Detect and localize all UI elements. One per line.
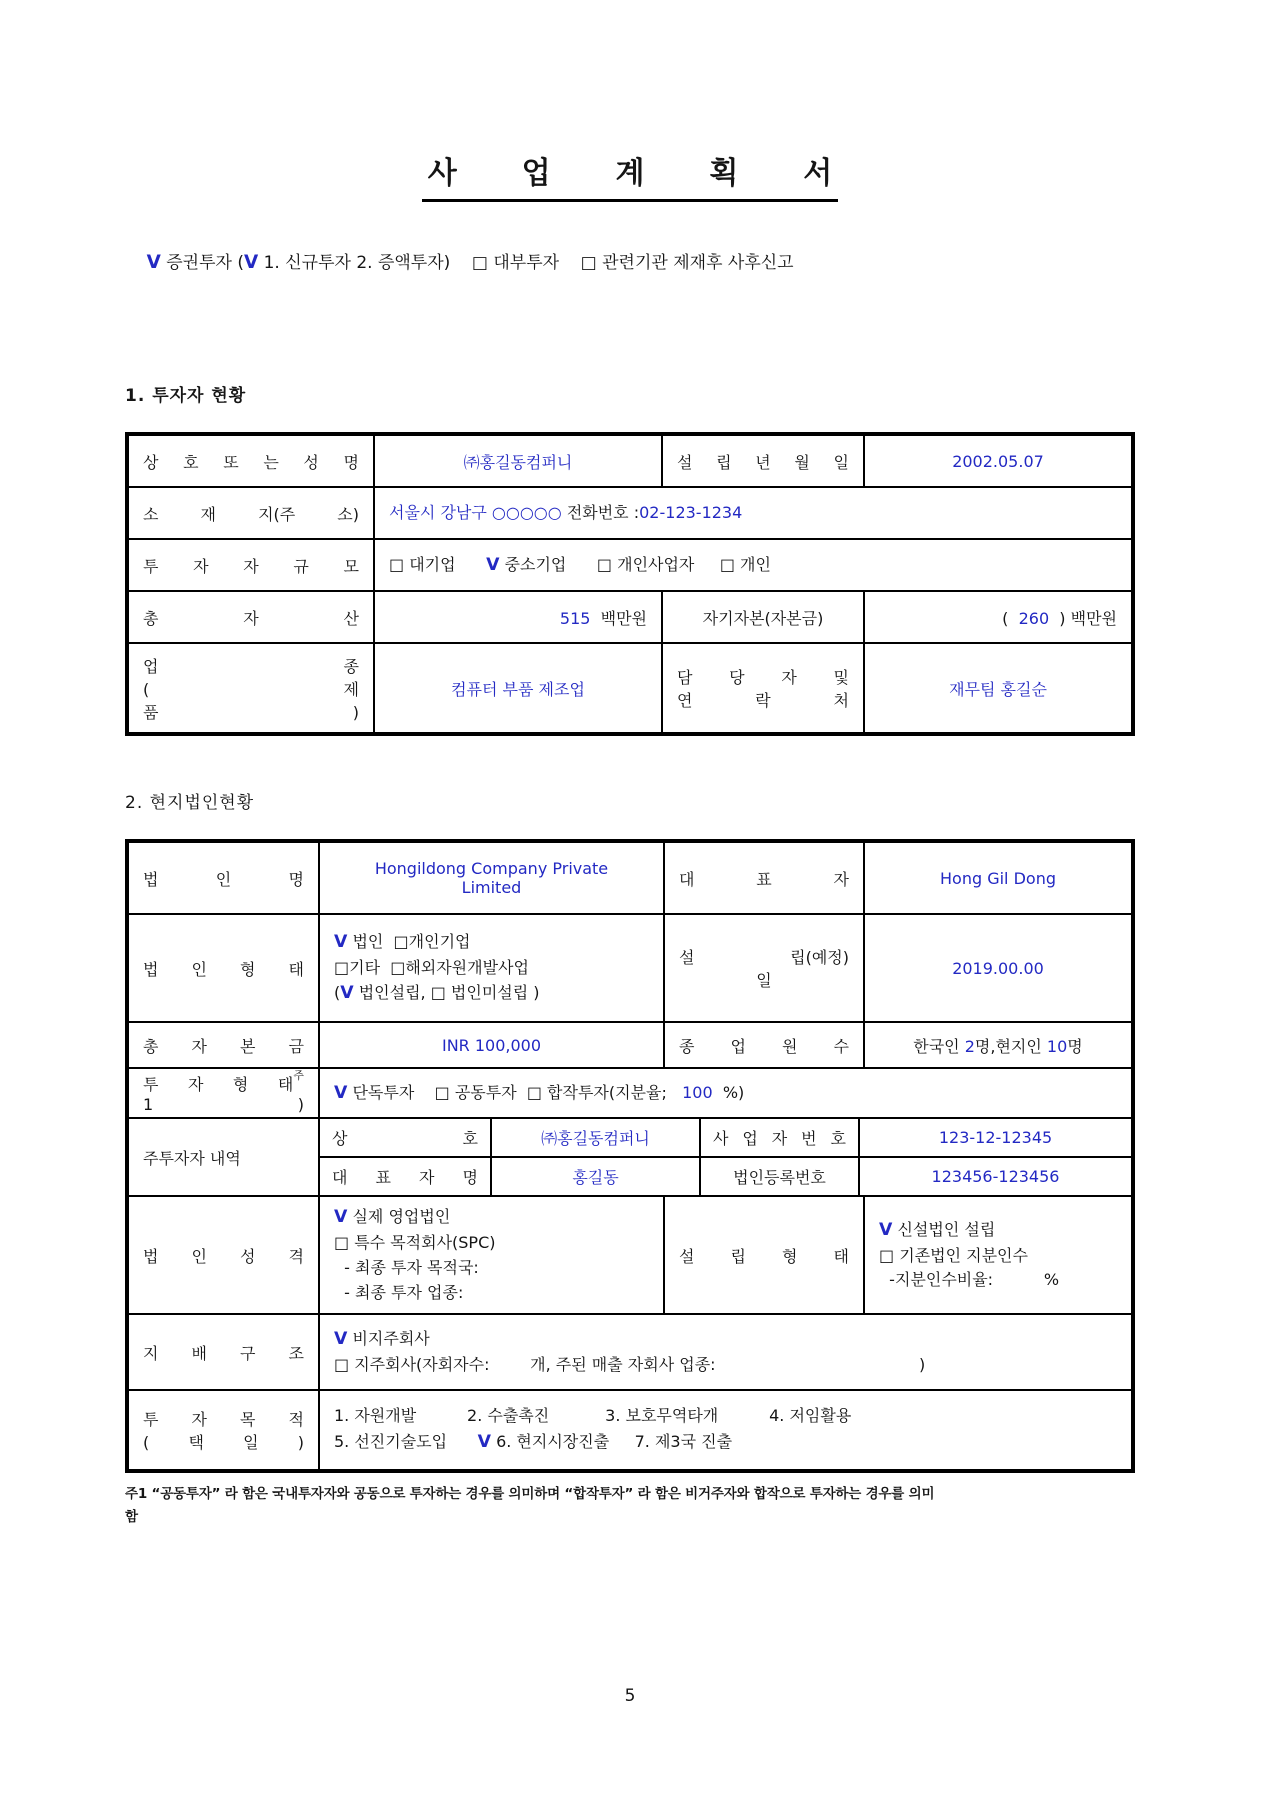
local-corporation-table [125,839,1135,1473]
option-sme-label: 중소기업 [499,554,597,574]
corp-name-value-line1: Hongildong Company Private [374,859,609,878]
share-ratio-value: 100 [682,1082,713,1102]
investor-rep-label-cell [320,1158,492,1195]
governance-label-cell [129,1315,320,1389]
governance-line1-text: 비지주회사 [347,1329,430,1349]
business-number-label: 사 업 자 번 호 [713,1129,846,1148]
employees-unit: 명 [1067,1036,1083,1056]
corp-type-label-cell [129,915,320,1021]
equity-value-line [879,606,1117,629]
company-name-label: 상 호 또 는 성 명 [143,452,359,472]
corp-type-line3 [334,980,649,1007]
equity-unit: ) 백만원 [1049,608,1117,628]
page-content [125,148,1135,1529]
purpose-line2-text2: 6. 현지시장진출 7. 제3국 진출 [490,1432,733,1451]
table-row [129,915,1131,1023]
footnote-line2: 함 [125,1508,138,1525]
phone-value: 02-123-1234 [639,502,743,522]
establish-form-label: 설 립 형 태 [679,1246,849,1266]
invest-form-label-cell [129,1069,320,1117]
page-title: 사 업 계 획 서 [422,148,838,202]
investor-company-label-cell [320,1119,492,1156]
checkmark-new-corp: V [879,1219,893,1240]
checkmark-corp-established: V [340,983,354,1004]
main-investor-detail-cell [320,1119,1131,1195]
section-2-heading: 2. 현지법인현황 [125,793,255,813]
employees-value-cell [865,1023,1131,1067]
representative-value: Hong Gil Dong [940,868,1056,888]
checkmark-corporation: V [334,931,348,952]
contact-label-cell [663,644,865,732]
equity-value: 260 [1018,608,1050,628]
investor-rep-value-cell [492,1158,701,1195]
corp-character-line1 [334,1204,649,1231]
equity-label: 자기자본(자본금) [702,608,824,628]
type-line-text2: 1. 신규투자 2. 증액투자) [258,253,472,273]
investor-size-label: 투 자 자 규 모 [143,556,359,576]
corp-character-line3: - 최종 투자 목적국: [334,1257,479,1277]
corp-name-label-cell [129,843,320,913]
establish-form-options-cell [865,1197,1131,1313]
footnote-number: 1 [143,1095,154,1114]
establish-form-line1-text: 신설법인 설립 [892,1219,996,1239]
checkbox-loan-investment: □ 대부투자 [471,253,581,273]
table-row [129,488,1131,540]
checkmark-new-investment: V [243,252,259,273]
establish-form-line3: -지분인수비율: % [879,1270,1060,1290]
corp-reg-number-value: 123456-123456 [931,1167,1060,1186]
table-row [129,1315,1131,1391]
investor-company-value: ㈜홍길동컴퍼니 [541,1129,650,1148]
invest-form-text-end: %) [712,1082,745,1102]
checkmark-non-holding: V [334,1329,348,1350]
equity-value-cell [865,592,1131,642]
invest-form-label-line2 [143,1095,304,1114]
checkbox-sole-proprietor: □ 개인사업자 [596,554,720,574]
corp-character-line1-text: 실제 영업법인 [347,1207,451,1227]
employees-value-line [879,1034,1117,1057]
corp-reg-number-label-cell [701,1158,860,1195]
business-number-value-cell [860,1119,1131,1156]
representative-label-cell [665,843,865,913]
investor-rep-value: 홍길동 [572,1168,619,1187]
table-row [320,1158,1131,1195]
investment-type-line [125,228,1135,293]
purpose-label-cell [129,1391,320,1469]
contact-label-line2: 연 락 처 [677,691,849,710]
corp-setup-paren: ( [334,983,341,1003]
corp-type-line1 [334,929,649,956]
footnote [125,1483,1135,1529]
investor-size-options-cell [375,540,1131,590]
checkmark-sme: V [486,554,500,575]
corp-reg-number-label: 법인등록번호 [733,1168,826,1187]
table-row [129,1197,1131,1315]
corp-character-options-cell [320,1197,665,1313]
invest-form-text: 단독투자 □ 공동투자 □ 합작투자(지분율; [347,1082,683,1102]
equity-paren-open: ( [1002,608,1019,628]
invest-form-label: 투 자 형 태 [143,1075,294,1094]
representative-value-cell [865,843,1131,913]
company-name-value-cell [375,436,663,486]
founding-date-value-cell [865,436,1131,486]
founding-date-value: 2002.05.07 [952,451,1044,471]
investor-size-label-cell [129,540,375,590]
governance-line1 [334,1326,1117,1353]
purpose-label-line2: ( 택 일 ) [143,1433,304,1452]
checkbox-individual: □ 개인 [719,554,771,574]
table-row [129,1069,1131,1119]
section-1-heading: 1. 투자자 현황 [125,386,247,406]
type-line-text1: 증권투자 ( [160,253,244,273]
phone-label: 전화번호 : [566,502,640,522]
corp-type-label: 법 인 형 태 [143,959,304,979]
invest-form-options-cell [320,1069,1131,1117]
table-row [129,1023,1131,1069]
corp-type-line2: □기타 □해외자원개발사업 [334,957,529,977]
purpose-options-cell [320,1391,1131,1469]
corp-name-value-cell [320,843,665,913]
capital-value-cell [320,1023,665,1067]
employees-label: 종 업 원 수 [679,1036,849,1056]
checkbox-post-report: □ 관련기관 제재후 사후신고 [580,253,794,273]
table-row [129,436,1131,488]
corp-character-label: 법 인 성 격 [143,1246,304,1266]
investor-company-value-cell [492,1119,701,1156]
footnote-line1: 주1 “공동투자” 라 함은 국내투자자와 공동으로 투자하는 경우를 의미하며 “합작투자” 라 함은 비거주자와 합작으로 투자하는 경우를 의미 [125,1486,935,1502]
establish-form-line1 [879,1217,1117,1244]
checkmark-local-market: V [477,1432,491,1452]
table-row [129,843,1131,915]
establish-date-value-cell [865,915,1131,1021]
main-investor-label: 주투자자 내역 [143,1148,241,1168]
founding-date-label-cell [663,436,865,486]
table-row [129,644,1131,732]
contact-value-cell [865,644,1131,732]
industry-label-line1: 업 종 [143,656,359,676]
employees-korean-count: 2 [964,1036,975,1056]
contact-value: 재무팀 홍길순 [949,679,1047,699]
industry-label-line3: 품 ) [143,702,359,722]
table-row [129,1119,1131,1197]
employees-local-label: 명,현지인 [974,1036,1047,1056]
corp-type-line1-text: 법인 □개인기업 [347,931,471,951]
business-number-value: 123-12-12345 [938,1128,1053,1147]
governance-options-cell [320,1315,1131,1389]
establish-form-label-cell [665,1197,865,1313]
footnote-paren: ) [297,1095,304,1114]
purpose-line2-text1: 5. 선진기술도입 [334,1432,478,1451]
investor-status-table [125,432,1135,736]
equity-label-cell [663,592,865,642]
table-row [129,540,1131,592]
industry-label-line2: ( 제 [143,679,359,699]
checkmark-securities-investment: V [146,252,161,273]
title-wrap [125,148,1135,202]
contact-label-line1: 담 당 자 및 [677,668,849,687]
corp-character-label-cell [129,1197,320,1313]
governance-line2: □ 지주회사(자회자수: 개, 주된 매출 자회사 업종: ) [334,1354,926,1374]
investor-size-options [389,552,1117,579]
total-assets-label-cell [129,592,375,642]
capital-label: 총 자 본 금 [143,1036,304,1056]
table-row [129,592,1131,644]
main-investor-label-cell [129,1119,320,1195]
page-number: 5 [624,1686,636,1706]
capital-value: INR 100,000 [441,1035,542,1055]
checkmark-sole-investment: V [334,1082,348,1103]
purpose-line1: 1. 자원개발 2. 수출촉진 3. 보호무역타개 4. 저임활용 [334,1406,852,1426]
checkbox-large-company: □ 대기업 [389,554,487,574]
invest-form-label-line1 [143,1069,304,1095]
invest-form-options [334,1080,1117,1107]
table-row [320,1119,1131,1158]
establish-form-line2: □ 기존법인 지분인수 [879,1245,1028,1265]
footnote-marker: 주 [293,1069,304,1082]
company-name-label-cell [129,436,375,486]
corp-setup-text: 법인설립, □ 법인미설립 ) [353,983,540,1003]
industry-value: 컴퓨터 부품 제조업 [451,679,585,699]
corp-type-options-cell [320,915,665,1021]
total-assets-value: 515 [559,608,591,628]
employees-label-cell [665,1023,865,1067]
corp-reg-number-value-cell [860,1158,1131,1195]
address-value-cell [375,488,1131,538]
total-assets-value-cell [375,592,663,642]
corp-character-line2: □ 특수 목적회사(SPC) [334,1233,496,1253]
establish-date-label-cell [665,915,865,1021]
capital-label-cell [129,1023,320,1067]
governance-label: 지 배 구 조 [143,1343,304,1363]
investor-rep-label: 대 표 자 명 [332,1168,478,1187]
total-assets-unit: 백만원 [590,608,647,628]
address-value: 서울시 강남구 ○○○○○ [389,502,567,522]
establish-date-label-line1: 설 립(예정) [679,948,849,967]
company-name-value: ㈜홍길동컴퍼니 [463,452,573,472]
purpose-label-line1: 투 자 목 적 [143,1410,304,1429]
establish-date-label-line2: 일 [756,971,772,990]
table-row [129,1391,1131,1469]
business-number-label-cell [701,1119,860,1156]
employees-korean-label: 한국인 [913,1036,965,1056]
representative-label: 대 표 자 [679,869,849,889]
total-assets-label: 총 자 산 [143,608,359,628]
address-value-line [389,501,1117,526]
corp-character-line4: - 최종 투자 업종: [334,1282,464,1302]
address-label: 소 재 지(주 소) [143,504,359,524]
investor-company-label: 상 호 [332,1129,478,1148]
checkmark-operating-corp: V [334,1207,348,1228]
establish-date-value: 2019.00.00 [952,958,1044,978]
address-label-cell [129,488,375,538]
founding-date-label: 설 립 년 월 일 [677,452,849,472]
corp-name-value-line2: Limited [461,878,522,897]
corp-name-label: 법 인 명 [143,869,304,889]
total-assets-value-line [389,606,647,629]
employees-local-count: 10 [1046,1036,1068,1056]
industry-value-cell [375,644,663,732]
industry-label-cell [129,644,375,732]
purpose-line2 [334,1429,1117,1456]
